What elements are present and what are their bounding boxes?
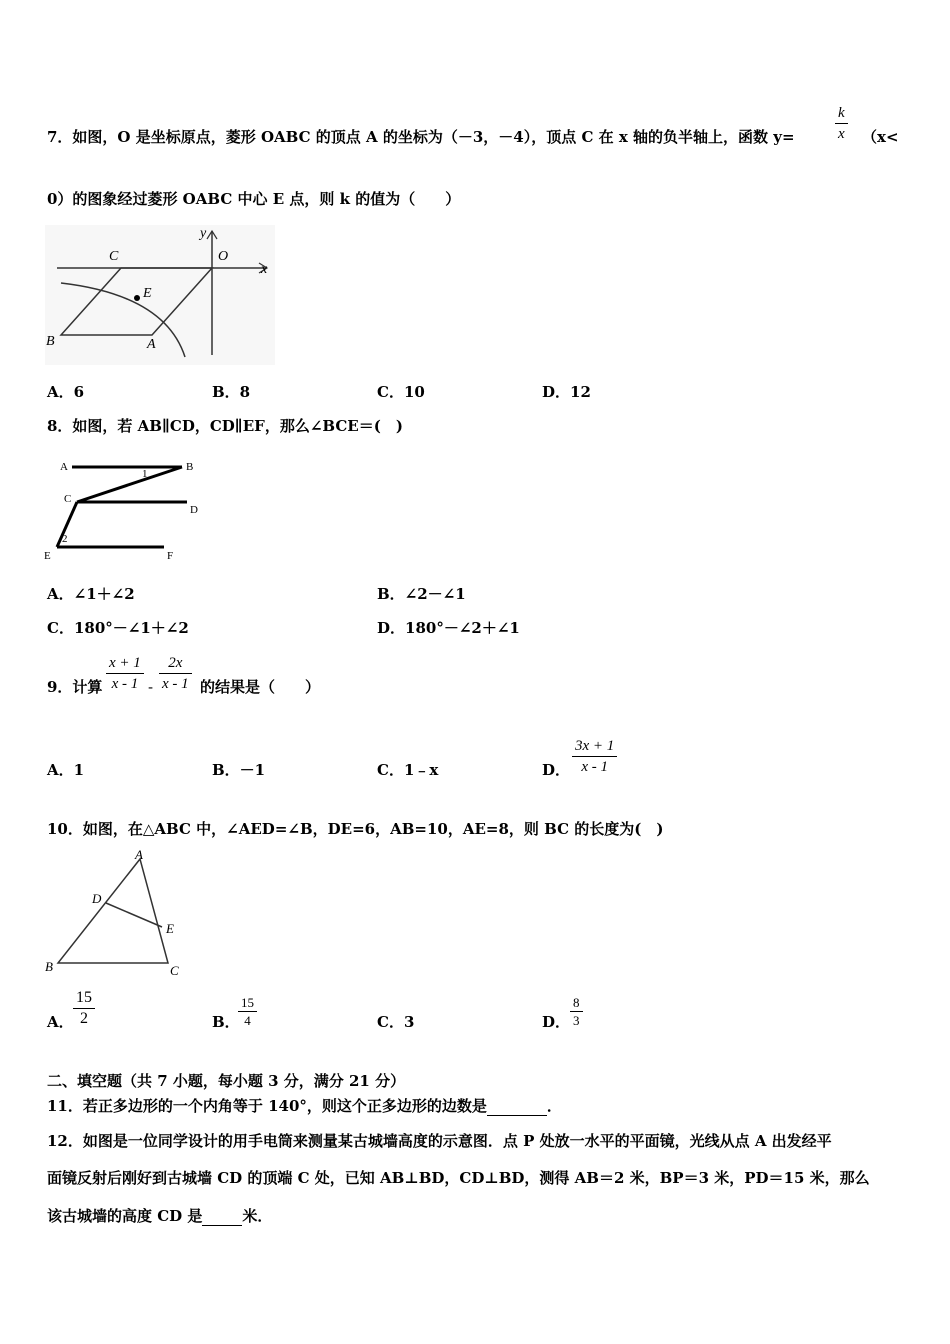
q9-frac2-den: x - 1	[159, 673, 192, 694]
q9-option-c[interactable]: C．1﹣x	[377, 761, 439, 779]
q9-label: 9．计算	[47, 678, 103, 696]
q10-stem: 10．如图，在△ABC 中，∠AED=∠B，DE=6，AB=10，AE=8，则 BC 的长度为( )	[47, 820, 664, 838]
q10-option-b[interactable]: B．	[212, 1013, 240, 1031]
q9-option-a[interactable]: A．1	[47, 761, 85, 779]
q10-figure	[42, 847, 192, 982]
q7-figure	[45, 225, 275, 365]
section-2-title: 二、填空题（共 7 小题，每小题 3 分，满分 21 分）	[47, 1072, 406, 1090]
triangle-abc	[58, 859, 168, 963]
q12-line3	[47, 1206, 272, 1226]
q11-answer-blank[interactable]	[487, 1099, 547, 1116]
q9-frac1-num: x + 1	[109, 655, 141, 671]
q9-optd-den: x - 1	[572, 756, 617, 777]
q7-line1	[47, 127, 795, 147]
q10-optd-den: 3	[570, 1011, 583, 1029]
q7-line2: 0）的图象经过菱形 OABC 中心 E 点，则 k 的值为（ ）	[47, 190, 461, 208]
segment-de	[106, 903, 162, 927]
q12-answer-blank[interactable]	[202, 1209, 242, 1226]
q9-frac1-den: x - 1	[106, 673, 144, 694]
q8-stem: 8．如图，若 AB∥CD，CD∥EF，那么∠BCE＝( )	[47, 417, 403, 435]
label-c: C	[109, 249, 119, 264]
q12-line2: 面镜反射后刚好到古城墙 CD 的顶端 C 处，已知 AB⊥BD，CD⊥BD，测得 AB＝2 米，BP＝3 米，PD＝15 米，那么	[47, 1169, 870, 1187]
label-a: A	[135, 847, 143, 862]
label-y: y	[200, 226, 207, 241]
q9-frac2-num: 2x	[168, 655, 183, 671]
q10-option-a-fraction	[73, 988, 95, 1029]
label-e: E	[166, 921, 174, 936]
q10-optb-num: 15	[241, 995, 254, 1010]
q9-optd-num: 3x + 1	[575, 738, 615, 754]
q11-text	[47, 1096, 562, 1116]
q12-line1: 12．如图是一位同学设计的用手电筒来测量某古城墙高度的示意图．点 P 处放一水平的平面镜，光线从点 A 出发经平	[47, 1132, 832, 1150]
q7-option-c[interactable]: C．10	[377, 383, 425, 401]
label-o: O	[218, 249, 229, 264]
label-b: B	[186, 461, 194, 473]
q7-option-b[interactable]: B．8	[212, 383, 251, 401]
q12-line3-end: 米．	[242, 1207, 273, 1225]
q10-optb-den: 4	[238, 1011, 257, 1029]
label-e: E	[44, 550, 51, 562]
q7-fraction	[835, 103, 848, 144]
q10-option-d-fraction	[570, 994, 583, 1029]
label-d: D	[92, 891, 102, 906]
angle-1-label: 1	[142, 468, 148, 480]
point-e	[134, 295, 140, 301]
q9-tail: 的结果是（ ）	[200, 678, 321, 696]
q11-end: ．	[546, 1097, 562, 1115]
q8-option-a[interactable]: A．∠1＋∠2	[47, 585, 135, 603]
q7-frac-num: k	[838, 105, 845, 121]
q9-fraction-2	[159, 653, 192, 694]
q10-opta-den: 2	[73, 1008, 95, 1029]
q9-fraction-1	[106, 653, 144, 694]
label-c: C	[64, 493, 72, 505]
q7-line1-end: （x<	[862, 128, 899, 146]
q12-line3-text: 该古城墙的高度 CD 是	[47, 1207, 203, 1225]
q7-option-d[interactable]: D．12	[542, 383, 591, 401]
q8-option-c[interactable]: C．180°－∠1＋∠2	[47, 619, 189, 637]
label-a: A	[147, 337, 156, 352]
label-b: B	[46, 334, 55, 349]
q9-option-b[interactable]: B．－1	[212, 761, 266, 779]
q9-option-d-fraction	[572, 736, 617, 777]
q11-stem: 11．若正多边形的一个内角等于 140°，则这个正多边形的边数是	[47, 1097, 487, 1115]
label-e: E	[143, 286, 152, 301]
line-bc	[77, 467, 182, 502]
q8-option-b[interactable]: B．∠2－∠1	[377, 585, 466, 603]
q7-line1-text: 7．如图，O 是坐标原点，菱形 OABC 的顶点 A 的坐标为（－3，－4），顶点 C 在 x 轴的负半轴上，函数 y=	[47, 128, 795, 146]
label-d: D	[190, 504, 198, 516]
q9-minus: -	[148, 678, 154, 696]
q7-option-a[interactable]: A．6	[47, 383, 85, 401]
label-a: A	[60, 461, 68, 473]
q10-optd-num: 8	[573, 995, 580, 1010]
q7-frac-den: x	[835, 123, 848, 144]
q10-option-d[interactable]: D．	[542, 1013, 571, 1031]
label-f: F	[167, 550, 174, 562]
q10-option-b-fraction	[238, 994, 257, 1029]
label-b: B	[45, 959, 53, 974]
q8-option-d[interactable]: D．180°－∠2＋∠1	[377, 619, 520, 637]
q10-opta-num: 15	[76, 989, 92, 1006]
q10-option-c[interactable]: C．3	[377, 1013, 415, 1031]
angle-2-label: 2	[62, 533, 68, 545]
q9-option-d[interactable]: D．	[542, 761, 571, 779]
label-c: C	[170, 963, 179, 978]
q8-figure	[42, 455, 212, 565]
q10-option-a[interactable]: A．	[47, 1013, 74, 1031]
label-x: x	[261, 262, 268, 277]
